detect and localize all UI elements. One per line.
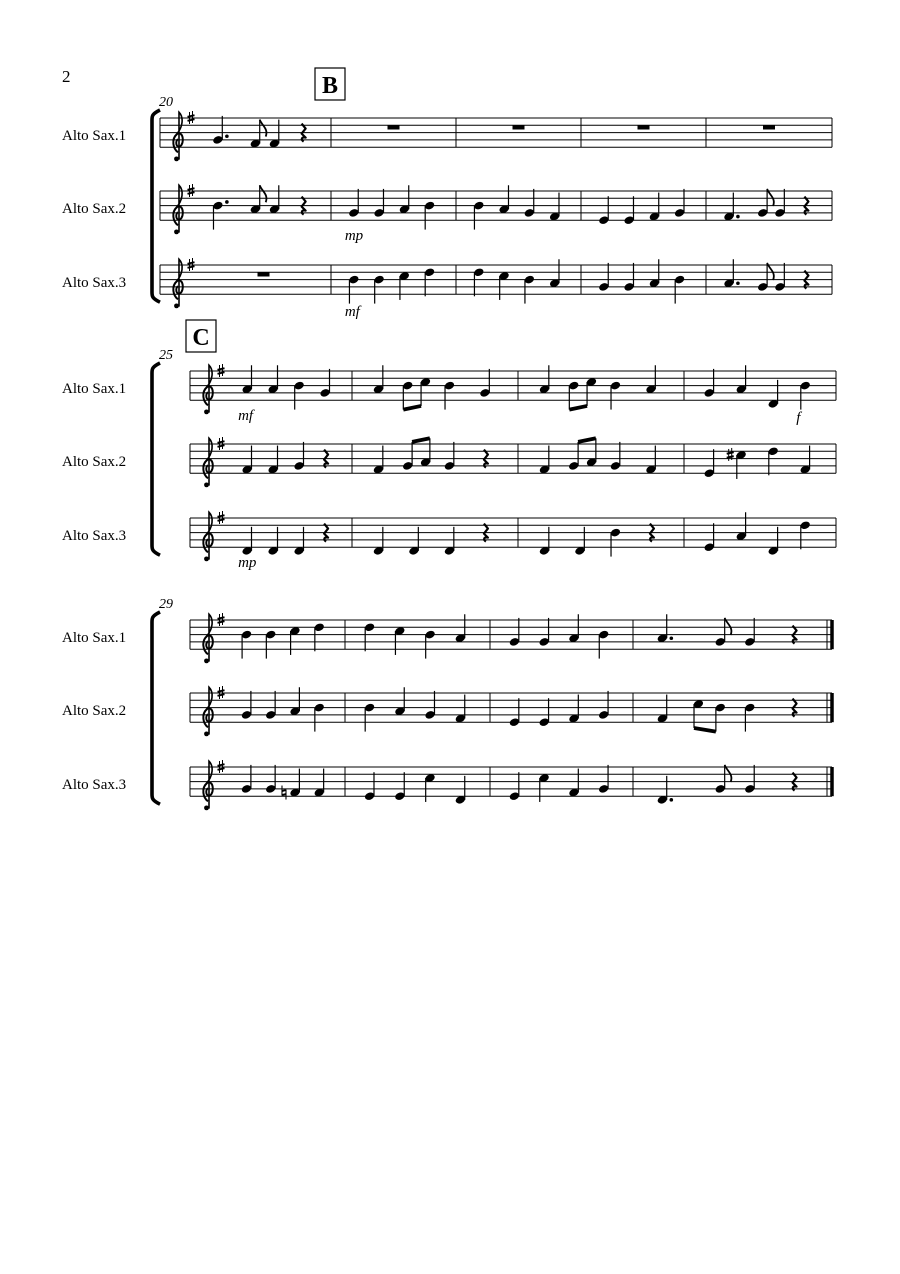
measure-number: 20 <box>159 95 173 110</box>
rehearsal-mark: B <box>321 73 339 99</box>
natural-icon <box>282 786 286 800</box>
treble-clef-icon <box>203 687 213 736</box>
instrument-name: Alto Sax.3 <box>62 527 127 544</box>
system-bracket <box>152 363 160 555</box>
treble-clef-icon <box>173 259 183 308</box>
whole-rest-icon <box>388 125 400 129</box>
note-beam <box>578 438 596 442</box>
treble-clef-icon <box>203 365 213 414</box>
rehearsal-mark: C <box>192 325 210 351</box>
system-bracket <box>152 612 160 804</box>
dynamic-marking: mp <box>238 555 257 572</box>
dynamic-marking: mp <box>344 228 364 245</box>
instrument-name: Alto Sax.1 <box>62 380 127 397</box>
eighth-flag-icon <box>260 120 267 137</box>
instrument-name: Alto Sax.1 <box>62 629 127 646</box>
measure-number: 25 <box>159 348 173 363</box>
treble-clef-icon <box>203 512 213 561</box>
note-beam <box>403 406 421 410</box>
instrument-name: Alto Sax.3 <box>62 274 127 291</box>
whole-rest-icon <box>638 125 650 129</box>
dot-icon <box>225 134 229 138</box>
note-beam <box>412 438 430 442</box>
instrument-name: Alto Sax.3 <box>62 776 127 793</box>
treble-clef-icon <box>173 112 183 161</box>
dot-icon <box>736 281 740 285</box>
score-systems <box>62 68 836 810</box>
dynamic-marking: f <box>796 410 801 427</box>
eighth-flag-icon <box>260 185 267 202</box>
dynamic-marking: mf <box>238 408 254 425</box>
dot-icon <box>670 636 674 640</box>
treble-clef-icon <box>203 761 213 810</box>
instrument-name: Alto Sax.2 <box>62 200 127 217</box>
whole-rest-icon <box>258 272 270 276</box>
note-beam <box>694 728 716 732</box>
instrument-name: Alto Sax.1 <box>62 127 127 144</box>
dot-icon <box>736 215 740 219</box>
whole-rest-icon <box>513 125 525 129</box>
note-beam <box>569 406 587 410</box>
dot-icon <box>225 200 229 204</box>
system-bracket <box>152 110 160 302</box>
measure-number: 29 <box>159 597 173 612</box>
instrument-name: Alto Sax.2 <box>62 453 127 470</box>
treble-clef-icon <box>203 438 213 487</box>
dot-icon <box>670 798 674 802</box>
treble-clef-icon <box>173 185 183 234</box>
instrument-name: Alto Sax.2 <box>62 702 127 719</box>
page-number: 2 <box>62 67 71 86</box>
dynamic-marking: mf <box>344 304 360 321</box>
treble-clef-icon <box>203 614 213 663</box>
whole-rest-icon <box>763 125 775 129</box>
